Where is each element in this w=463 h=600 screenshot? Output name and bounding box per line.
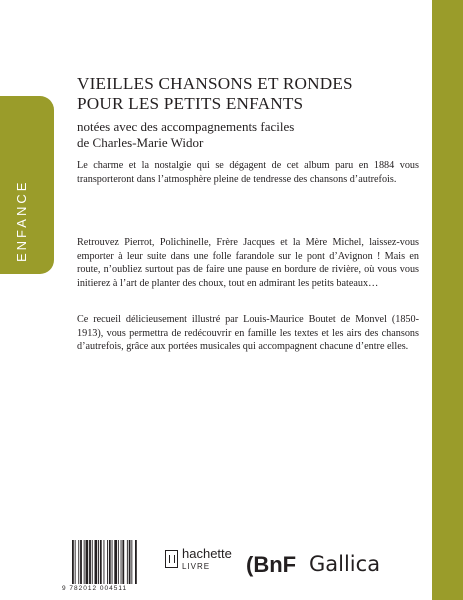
hachette-h-icon xyxy=(165,550,178,568)
book-subtitle xyxy=(77,119,422,151)
hachette-logo-name: hachette xyxy=(182,546,232,561)
hachette-livre-logo xyxy=(165,546,235,586)
hachette-logo-sub: LIVRE xyxy=(182,562,211,571)
blurb-paragraph-1: Le charme et la nostalgie qui se dégagent de cet album paru en 1884 vous transporteront dans l’atmosphère pleine de tendresse des chansons d’autrefois. xyxy=(77,160,419,185)
book-title-line-2: POUR LES PETITS ENFANTS xyxy=(77,94,304,113)
book-subtitle-line-1: notées avec des accompagnements faciles xyxy=(77,119,295,134)
barcode xyxy=(70,540,160,586)
book-title xyxy=(77,74,422,114)
bnf-logo: (BnF xyxy=(246,552,297,577)
category-tab-label: ENFANCE xyxy=(14,179,29,262)
book-subtitle-line-2: de Charles-Marie Widor xyxy=(77,135,204,150)
right-color-band xyxy=(432,0,463,600)
blurb-paragraph-2: Retrouvez Pierrot, Polichinelle, Frère Jacques et la Mère Michel, laissez-vous emporter à leur suite dans une folle farandole sur le pont d’Avignon ! Mais en route, n’oubliez surtout pas de faire une pause en bordure de rivière, où vous vous initierez à l’art de planter des choux, tout en admirant les petits bateaux… xyxy=(77,237,419,289)
barcode-number: 9 782012 004511 xyxy=(62,585,128,592)
blurb-paragraph-3: Ce recueil délicieusement illustré par Louis-Maurice Boutet de Monvel (1850-1913), vous permettra de redécouvrir en famille les textes et les airs des chansons d’autrefois, grâce aux portées musicales qui accompagnent chacune d’entre elles. xyxy=(77,314,419,352)
gallica-logo: Gallica xyxy=(309,552,381,576)
book-title-line-1: VIEILLES CHANSONS ET RONDES xyxy=(77,74,353,93)
